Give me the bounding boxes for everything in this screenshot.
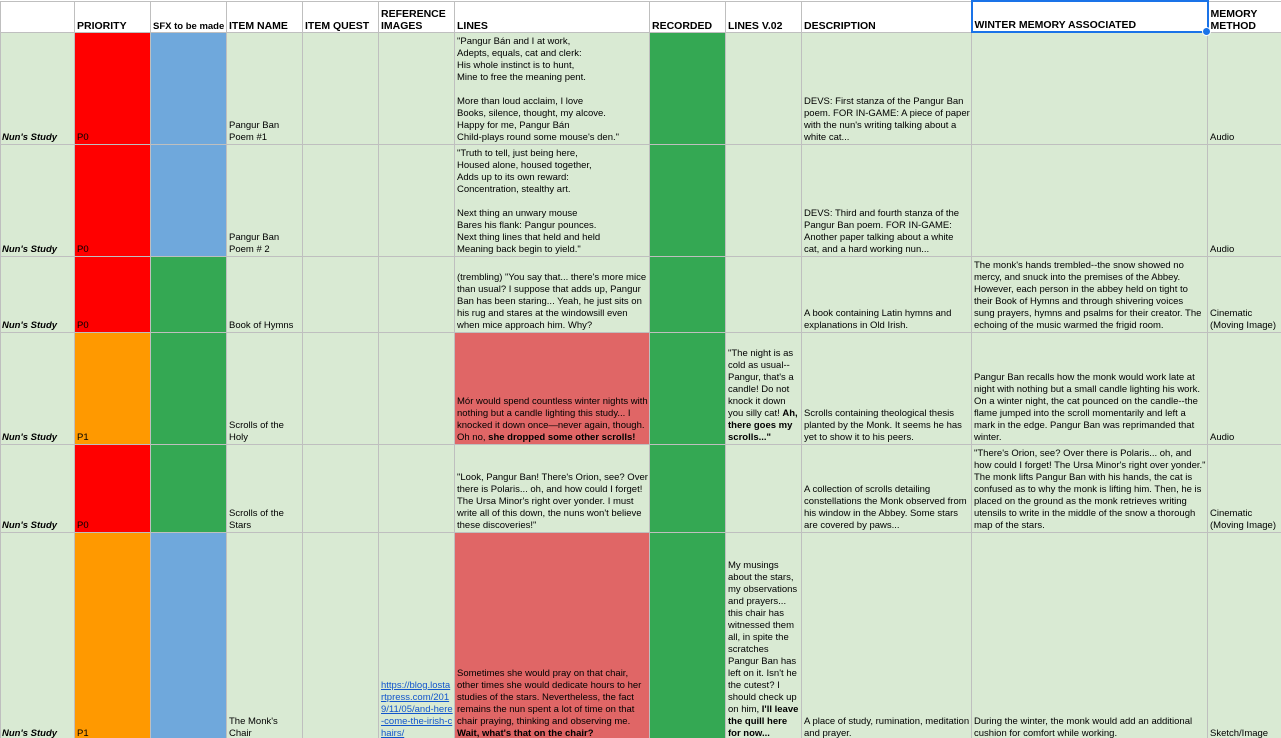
priority-cell[interactable]: P1 <box>75 332 151 444</box>
header-lines-v02[interactable]: LINES V.02 <box>726 1 802 32</box>
lines-v02-cell[interactable] <box>726 32 802 144</box>
description-cell[interactable]: Scrolls containing theological thesis planted by the Monk. It seems he has yet to show it to his peers. <box>802 332 972 444</box>
winter-memory-cell[interactable]: Pangur Ban recalls how the monk would work late at night with nothing but a small candle lighting his work. On a winter night, the cat pounced on the candle--the flame jumped into the scroll momentarily and left a mark in the edge. Pangur Ban was reprimanded that winter. <box>972 332 1208 444</box>
header-priority[interactable]: PRIORITY <box>75 1 151 32</box>
memory-method-cell[interactable]: Audio <box>1208 144 1281 256</box>
sfx-cell[interactable] <box>151 256 227 332</box>
table-row <box>1 144 1281 256</box>
lines-cell[interactable] <box>455 532 650 738</box>
item-quest-cell[interactable] <box>303 444 379 532</box>
priority-cell[interactable]: P0 <box>75 256 151 332</box>
header-lines[interactable]: LINES <box>455 1 650 32</box>
priority-cell[interactable]: P0 <box>75 444 151 532</box>
lines-v02-text: "The night is as cold as usual--Pangur, that's a candle! Do not knock it down you silly cat! <box>728 347 794 419</box>
item-quest-cell[interactable] <box>303 332 379 444</box>
table-row <box>1 32 1281 144</box>
recorded-cell[interactable] <box>650 144 726 256</box>
item-name-cell[interactable]: Pangur Ban Poem # 2 <box>227 144 303 256</box>
table-row <box>1 332 1281 444</box>
priority-cell[interactable]: P0 <box>75 144 151 256</box>
winter-memory-cell[interactable] <box>972 144 1208 256</box>
lines-cell[interactable]: "Truth to tell, just being here, Housed alone, housed together, Adds up to its own reward: Concentration, stealthy art. Next thing an unwary mouse Bares his flank: Pangur pounces. Next thing lines that held and held Meaning back begin to yield." <box>455 144 650 256</box>
lines-v02-cell[interactable] <box>726 256 802 332</box>
location-cell[interactable]: Nun's Study <box>1 532 75 738</box>
item-name-cell[interactable]: The Monk's Chair <box>227 532 303 738</box>
lines-v02-cell[interactable] <box>726 532 802 738</box>
recorded-cell[interactable] <box>650 32 726 144</box>
table-row <box>1 256 1281 332</box>
lines-bold-text: she dropped some other scrolls! <box>488 431 636 443</box>
memory-method-cell[interactable]: Cinematic (Moving Image) <box>1208 444 1281 532</box>
winter-memory-cell[interactable]: During the winter, the monk would add an additional cushion for comfort while working. <box>972 532 1208 738</box>
header-row <box>1 1 1281 32</box>
item-name-cell[interactable]: Book of Hymns <box>227 256 303 332</box>
item-name-cell[interactable]: Pangur Ban Poem #1 <box>227 32 303 144</box>
item-quest-cell[interactable] <box>303 532 379 738</box>
lines-text: Sometimes she would pray on that chair, other times she would dedicate hours to her studies of the stars. Nevertheless, the fact remains the nun spent a lot of time on that chair praying, thinking and observing me. <box>457 667 642 727</box>
lines-bold-text: Wait, what's that on the chair? <box>457 727 594 738</box>
header-sfx[interactable]: SFX to be made <box>151 1 227 32</box>
memory-method-cell[interactable]: Sketch/Image <box>1208 532 1281 738</box>
recorded-cell[interactable] <box>650 532 726 738</box>
item-name-cell[interactable]: Scrolls of the Holy <box>227 332 303 444</box>
lines-cell[interactable] <box>455 332 650 444</box>
priority-cell[interactable]: P1 <box>75 532 151 738</box>
lines-cell[interactable]: (trembling) "You say that... there's more mice than usual? I suppose that adds up, Pangur Ban has been staring... Yeah, he just sits on his rug and stares at the windowsill even when mice approach him. Why? <box>455 256 650 332</box>
sfx-cell[interactable] <box>151 532 227 738</box>
winter-memory-cell[interactable]: The monk's hands trembled--the snow showed no mercy, and snuck into the premises of the Abbey. However, each person in the abbey held on tight to their Book of Hymns and through shivering voices sung prayers, hymns and psalms for their creator. The echoing of the music warmed the frigid room. <box>972 256 1208 332</box>
recorded-cell[interactable] <box>650 332 726 444</box>
header-item-quest[interactable]: ITEM QUEST <box>303 1 379 32</box>
recorded-cell[interactable] <box>650 444 726 532</box>
lines-v02-cell[interactable] <box>726 144 802 256</box>
description-cell[interactable]: DEVS: Third and fourth stanza of the Pangur Ban poem. FOR IN-GAME: Another paper talking about a white cat, and a hard working nun... <box>802 144 972 256</box>
location-cell[interactable]: Nun's Study <box>1 32 75 144</box>
item-quest-cell[interactable] <box>303 144 379 256</box>
sfx-cell[interactable] <box>151 444 227 532</box>
description-cell[interactable]: A collection of scrolls detailing constellations the Monk observed from his window in the Abbey. Some stars are covered by paws... <box>802 444 972 532</box>
header-item-name[interactable]: ITEM NAME <box>227 1 303 32</box>
table-row <box>1 444 1281 532</box>
memory-method-cell[interactable]: Audio <box>1208 32 1281 144</box>
lines-v02-cell[interactable] <box>726 332 802 444</box>
header-recorded[interactable]: RECORDED <box>650 1 726 32</box>
table-row <box>1 532 1281 738</box>
reference-cell[interactable] <box>379 332 455 444</box>
location-cell[interactable]: Nun's Study <box>1 444 75 532</box>
header-description[interactable]: DESCRIPTION <box>802 1 972 32</box>
description-cell[interactable]: A book containing Latin hymns and explanations in Old Irish. <box>802 256 972 332</box>
header-reference-images[interactable]: REFERENCE IMAGES <box>379 1 455 32</box>
memory-method-cell[interactable]: Audio <box>1208 332 1281 444</box>
reference-cell[interactable] <box>379 444 455 532</box>
header-winter-memory[interactable]: WINTER MEMORY ASSOCIATED <box>972 1 1208 32</box>
reference-cell[interactable] <box>379 256 455 332</box>
selection-fill-handle[interactable] <box>1202 27 1211 36</box>
lines-cell[interactable]: "Pangur Bán and I at work, Adepts, equals, cat and clerk: His whole instinct is to hunt, Mine to free the meaning pent. More than loud acclaim, I love Books, silence, thought, my alcove. Happy for me, Pangur Bán Child-plays round some mouse's den." <box>455 32 650 144</box>
location-cell[interactable]: Nun's Study <box>1 256 75 332</box>
lines-v02-bold-text: Ah, there goes my scrolls..." <box>728 407 798 443</box>
lines-v02-bold-text: I'll leave the quill here for now... <box>728 703 799 738</box>
lines-text: Mór would spend countless winter nights with nothing but a candle lighting this study... I knocked it down once—never again, though. Oh no, <box>457 395 648 443</box>
reference-link[interactable]: https://blog.lostartpress.com/2019/11/05/and-here-come-the-irish-chairs/ <box>381 679 453 738</box>
memory-method-cell[interactable]: Cinematic (Moving Image) <box>1208 256 1281 332</box>
location-cell[interactable]: Nun's Study <box>1 332 75 444</box>
item-name-cell[interactable]: Scrolls of the Stars <box>227 444 303 532</box>
reference-cell[interactable] <box>379 32 455 144</box>
lines-v02-cell[interactable] <box>726 444 802 532</box>
lines-cell[interactable]: "Look, Pangur Ban! There's Orion, see? Over there is Polaris... oh, and how could I forget! The Ursa Minor's right over yonder. I must write all of this down, the nuns won't believe these discoveries!" <box>455 444 650 532</box>
item-quest-cell[interactable] <box>303 32 379 144</box>
priority-cell[interactable]: P0 <box>75 32 151 144</box>
sfx-cell[interactable] <box>151 144 227 256</box>
description-cell[interactable]: DEVS: First stanza of the Pangur Ban poem. FOR IN-GAME: A piece of paper with the nun's writing talking about a white cat... <box>802 32 972 144</box>
header-memory-method[interactable]: MEMORY METHOD <box>1208 1 1281 32</box>
reference-cell[interactable] <box>379 144 455 256</box>
recorded-cell[interactable] <box>650 256 726 332</box>
description-cell[interactable]: A place of study, rumination, meditation and prayer. <box>802 532 972 738</box>
sfx-cell[interactable] <box>151 32 227 144</box>
lines-v02-text: My musings about the stars, my observations and prayers... this chair has witnessed them all, in spite the scratches Pangur Ban has left on it. Isn't he the cutest? I should check up on him, <box>728 559 798 715</box>
winter-memory-cell[interactable] <box>972 32 1208 144</box>
sfx-cell[interactable] <box>151 332 227 444</box>
header-location[interactable] <box>1 1 75 32</box>
reference-cell[interactable] <box>379 532 455 738</box>
location-cell[interactable]: Nun's Study <box>1 144 75 256</box>
winter-memory-cell[interactable]: "There's Orion, see? Over there is Polaris... oh, and how could I forget! The Ursa Minor's right over yonder." The monk lifts Pangur Ban with his hands, the cat is confused as to why the monk is lifting him. Then, he is placed on the ground as the monk retrieves writing utensils to write in the middle of the snow a thorough map of the stars. <box>972 444 1208 532</box>
item-quest-cell[interactable] <box>303 256 379 332</box>
